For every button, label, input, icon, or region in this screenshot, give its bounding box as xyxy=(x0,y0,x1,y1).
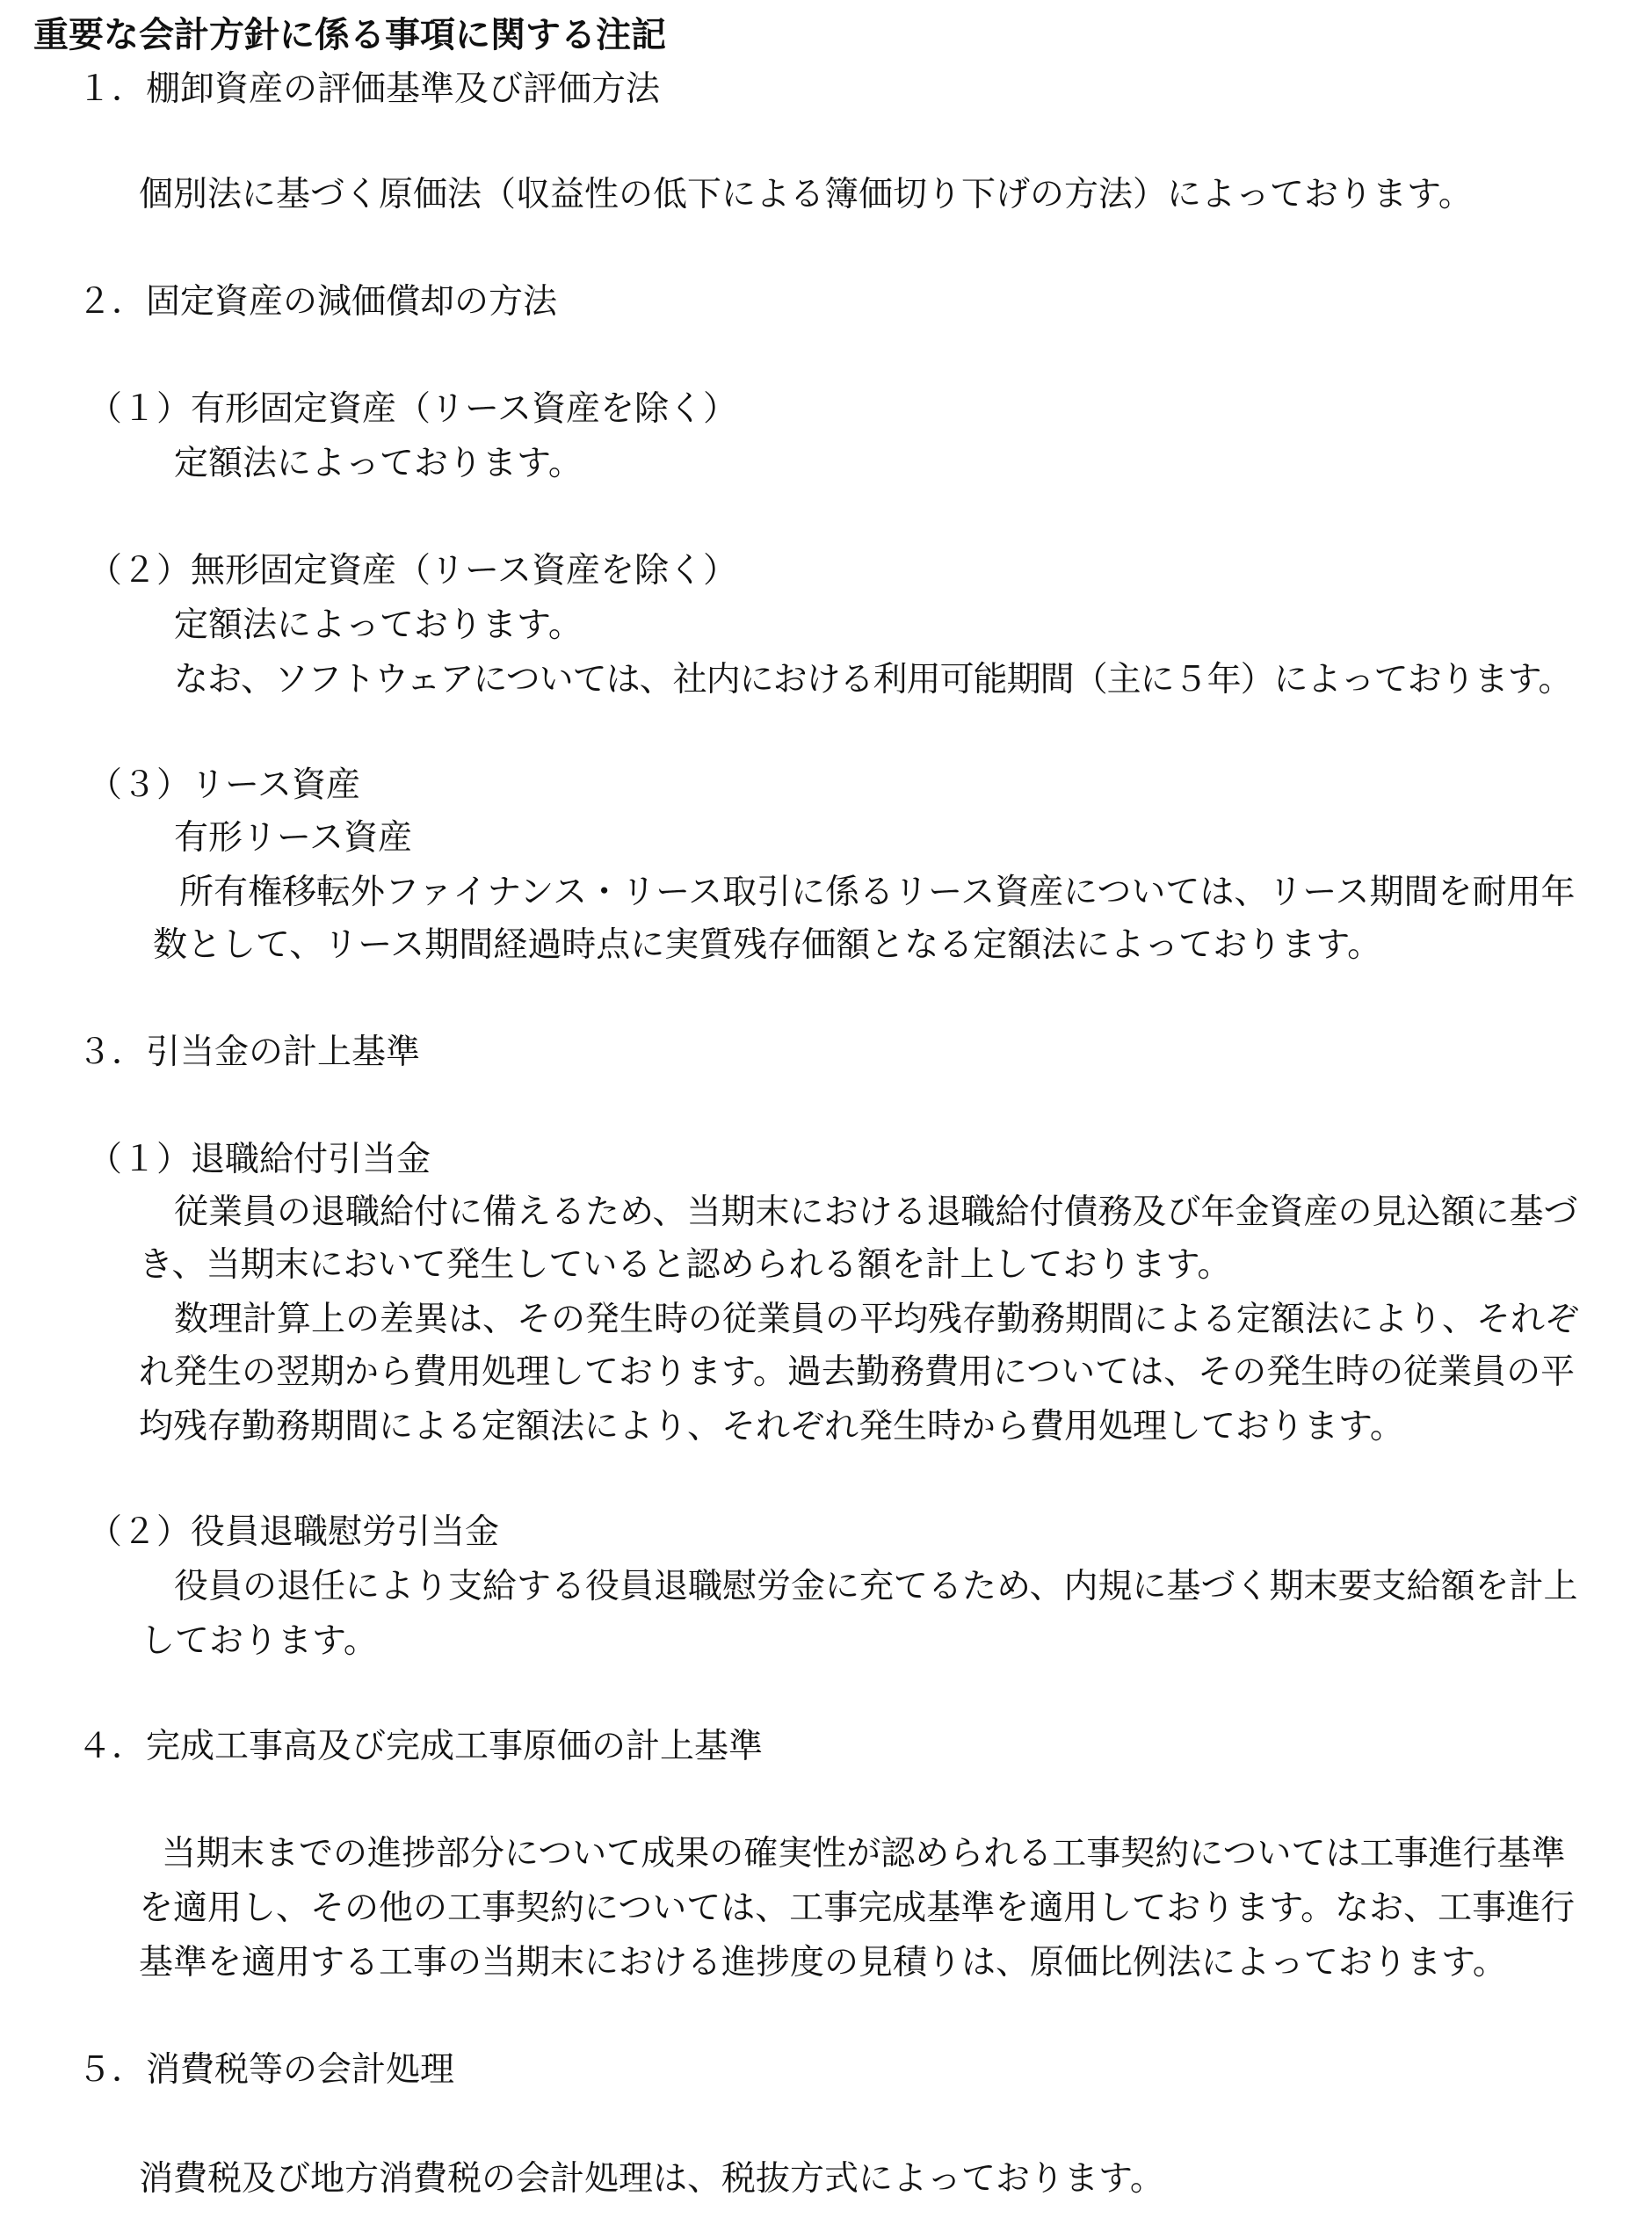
section-3-2-line: 役員の退任により支給する役員退職慰労金に充てるため、内規に基づく期末要支給額を計上 xyxy=(174,1567,1578,1606)
section-3-1-line: 数理計算上の差異は、その発生時の従業員の平均残存勤務期間による定額法により、それぞ xyxy=(174,1300,1580,1339)
section-2-heading: ２．固定資産の減価償却の方法 xyxy=(77,282,558,322)
section-2-3-line: 所有権移転外ファイナンス・リース取引に係るリース資産については、リース期間を耐用年 xyxy=(179,873,1576,912)
section-3-1-line: 従業員の退職給付に備えるため、当期末における退職給付債務及び年金資産の見込額に基づ xyxy=(174,1192,1578,1232)
section-3-1-line: き、当期末において発生していると認められる額を計上しております。 xyxy=(139,1245,1232,1285)
section-5-heading: ５．消費税等の会計処理 xyxy=(77,2050,455,2090)
section-5-body: 消費税及び地方消費税の会計処理は、税抜方式によっております。 xyxy=(139,2159,1164,2199)
section-4-line: を適用し、その他の工事契約については、工事完成基準を適用しております。なお、工事進行 xyxy=(139,1888,1576,1928)
section-2-3-line: 有形リース資産 xyxy=(174,818,413,858)
section-3-1-heading: （１）退職給付引当金 xyxy=(88,1140,431,1179)
section-2-2-line: 定額法によっております。 xyxy=(174,605,583,645)
section-1-body: 個別法に基づく原価法（収益性の低下による簿価切り下げの方法）によっております。 xyxy=(139,175,1473,214)
section-1-heading: １．棚卸資産の評価基準及び評価方法 xyxy=(77,69,661,109)
section-2-3-heading: （３）リース資産 xyxy=(88,765,361,805)
section-2-1-body: 定額法によっております。 xyxy=(174,444,583,483)
section-4-line: 基準を適用する工事の当期末における進捗度の見積りは、原価比例法によっております。 xyxy=(139,1943,1507,1982)
section-2-1-heading: （１）有形固定資産（リース資産を除く） xyxy=(88,389,738,429)
section-4-line: 当期末までの進捗部分について成果の確実性が認められる工事契約については工事進行基準 xyxy=(162,1834,1566,1874)
section-3-heading: ３．引当金の計上基準 xyxy=(77,1033,421,1072)
section-2-2-heading: （２）無形固定資産（リース資産を除く） xyxy=(88,551,738,591)
section-4-heading: ４．完成工事高及び完成工事原価の計上基準 xyxy=(77,1727,764,1766)
section-3-1-line: れ発生の翌期から費用処理しております。過去勤務費用については、その発生時の従業員の平 xyxy=(139,1352,1576,1392)
section-3-2-heading: （２）役員退職慰労引当金 xyxy=(88,1512,500,1552)
section-2-2-line: なお、ソフトウェアについては、社内における利用可能期間（主に５年）によっております。 xyxy=(174,660,1572,699)
section-2-3-line: 数として、リース期間経過時点に実質残存価額となる定額法によっております。 xyxy=(153,925,1382,965)
page-title: 重要な会計方針に係る事項に関する注記 xyxy=(33,15,666,55)
section-3-1-line: 均残存勤務期間による定額法により、それぞれ発生時から費用処理しております。 xyxy=(139,1407,1404,1446)
section-3-2-line: しております。 xyxy=(141,1621,378,1661)
